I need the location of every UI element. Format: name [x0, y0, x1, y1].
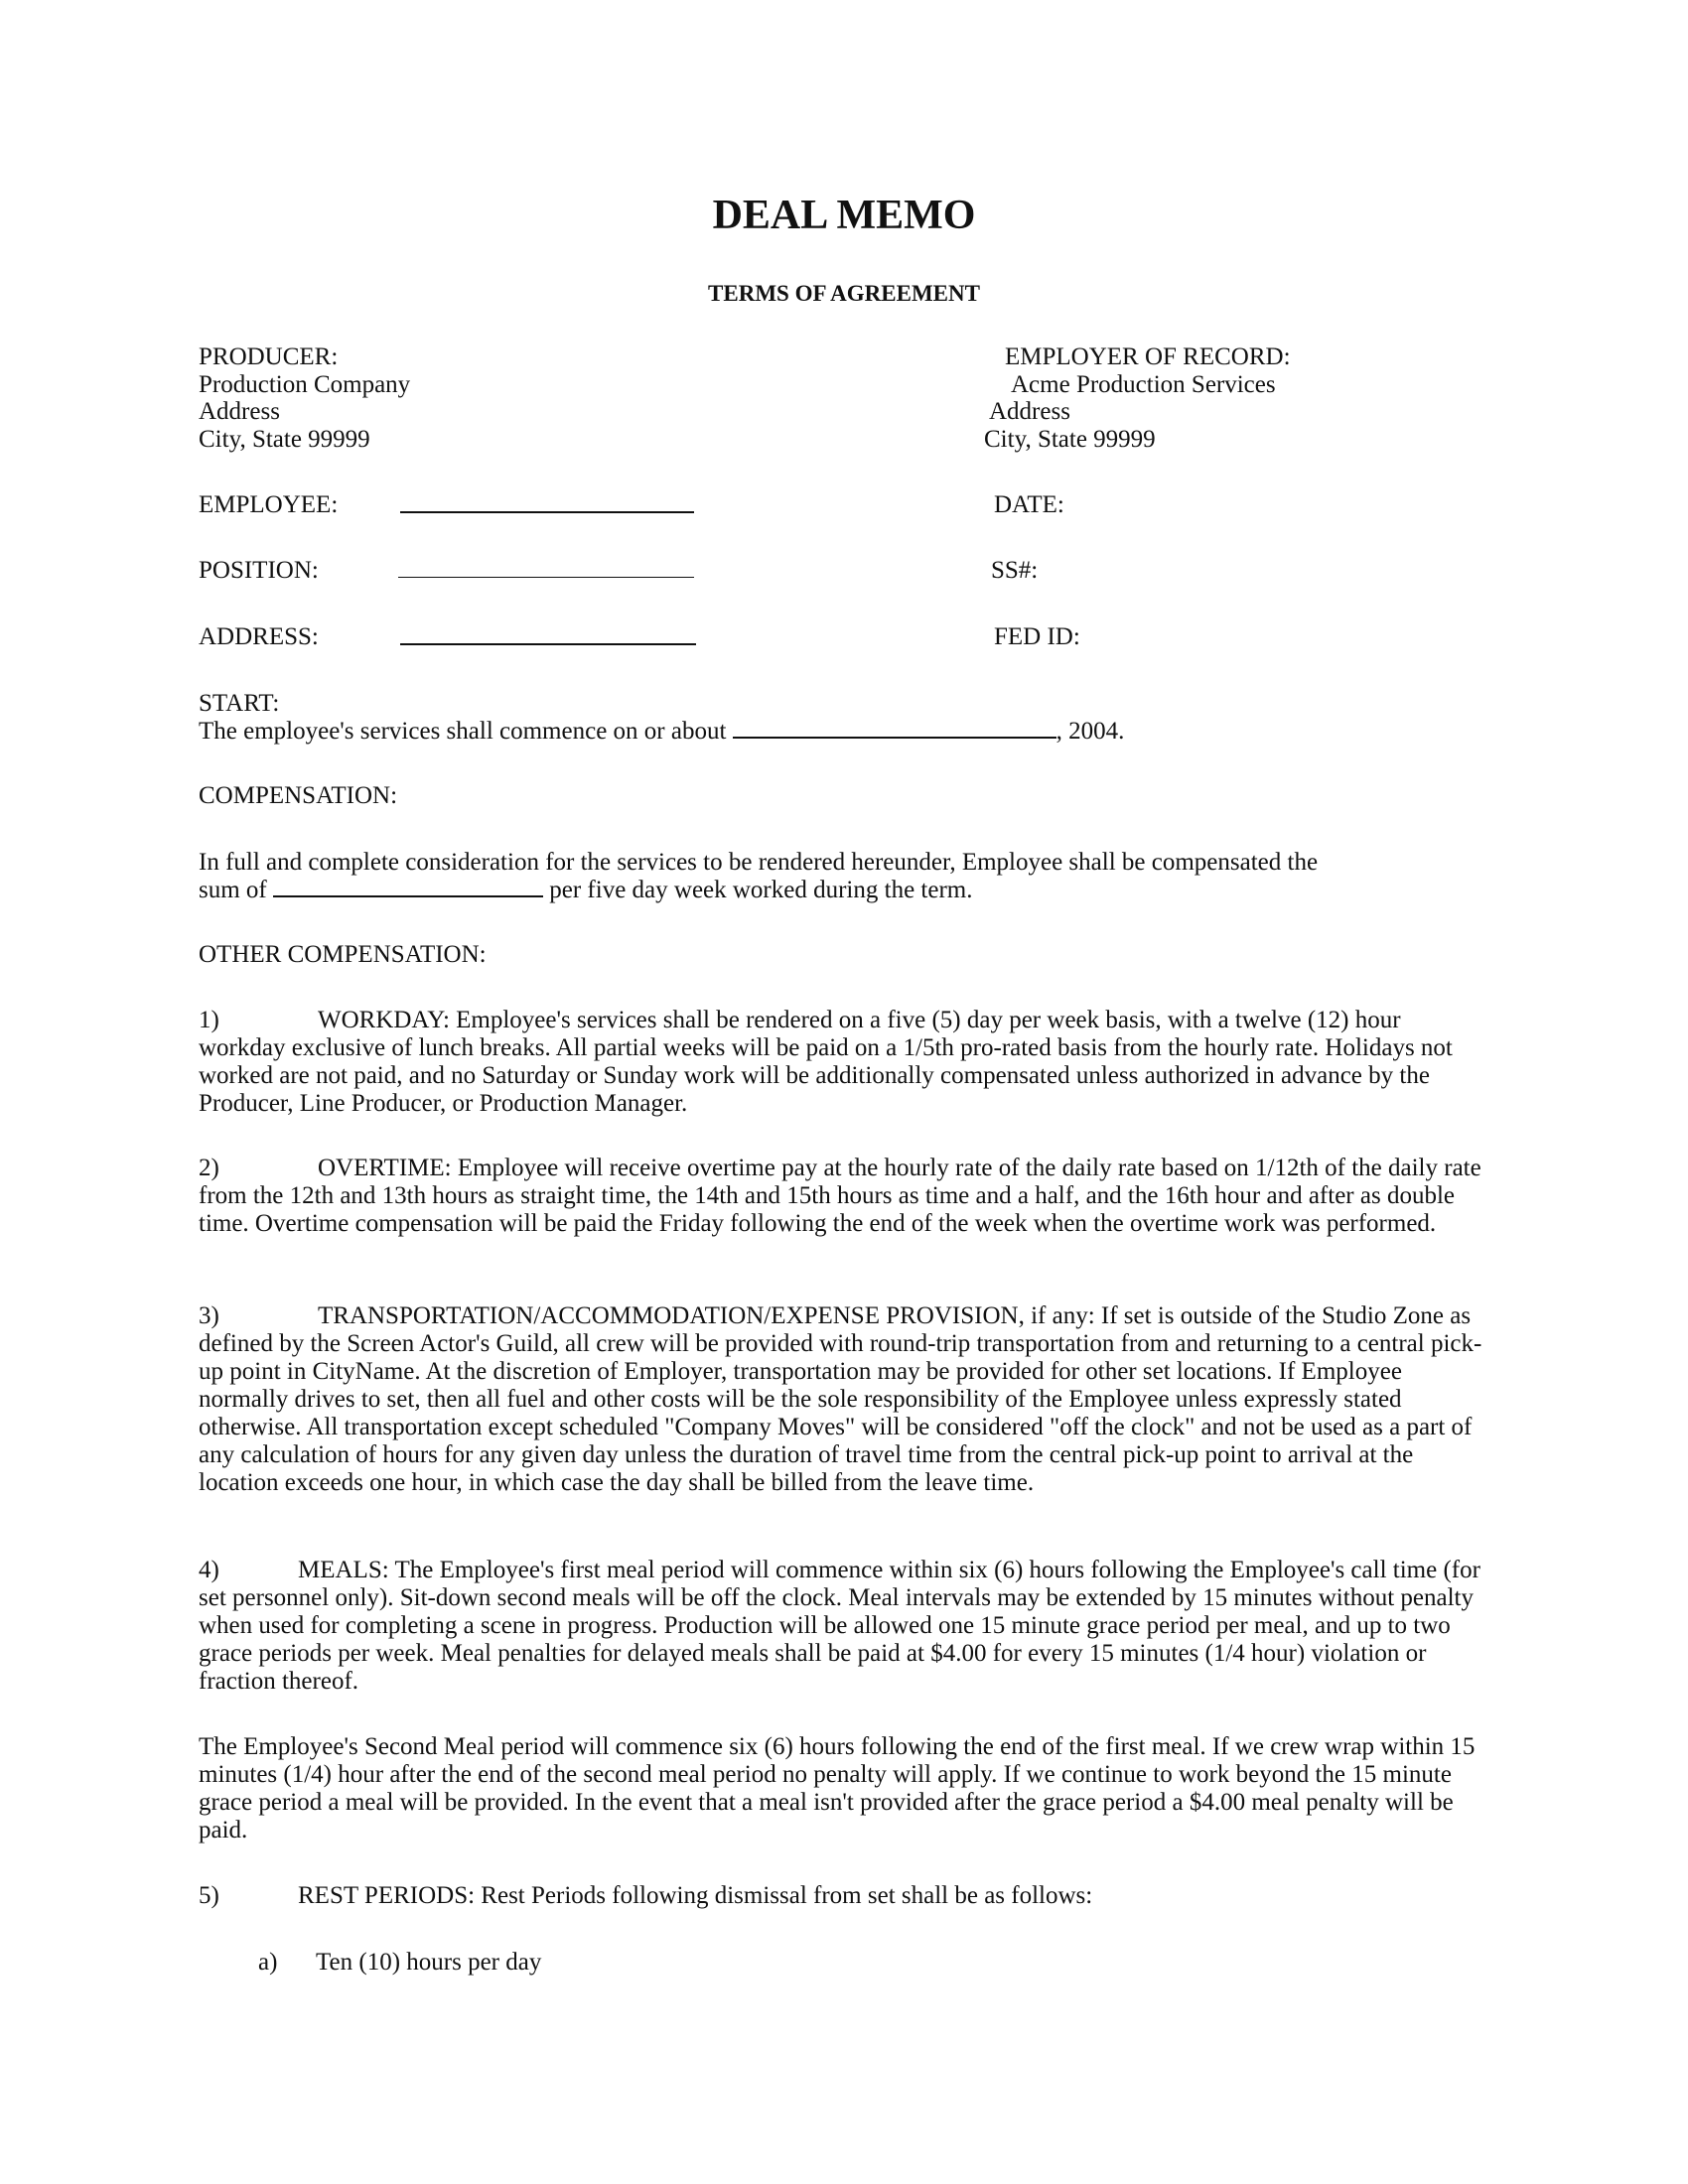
producer-address: Address	[199, 398, 280, 425]
employer-city: City, State 99999	[984, 426, 1156, 453]
date-label: DATE:	[994, 491, 1064, 518]
start-date-blank[interactable]	[733, 717, 1056, 739]
clause-3-text: TRANSPORTATION/ACCOMMODATION/EXPENSE PROVISION, if any: If set is outside of the Studio Zone as defined by the Screen Actor's Guild, all crew will be provided with round-trip transportation from and returning to a central pick-up point in CityName. At the discretion of Employer, transportation may be provided for other set locations. If Employee normally drives to set, then all fuel and other costs will be the sole responsibility of the Employee unless expressly stated otherwise. All transportation except scheduled "Company Moves" will be considered "off the clock" and not be used as a part of any calculation of hours for any given day unless the duration of travel time from the central pick-up point to arrival at the location exceeds one hour, in which case the day shall be billed from the leave time.	[199, 1302, 1482, 1496]
employee-address-label: ADDRESS:	[199, 623, 319, 650]
employee-blank-line	[400, 491, 694, 513]
rest-item-a-label: a)	[258, 1949, 278, 1976]
clause-5-text: REST PERIODS: Rest Periods following dismissal from set shall be as follows:	[298, 1882, 1093, 1909]
other-compensation-label: OTHER COMPENSATION:	[199, 941, 487, 968]
employee-field[interactable]	[400, 491, 694, 520]
start-text-after: , 2004.	[1055, 718, 1125, 745]
clause-2-number: 2)	[199, 1155, 219, 1181]
position-blank-line	[398, 557, 694, 578]
clause-rest-periods	[199, 1882, 1092, 1910]
clause-3-number: 3)	[199, 1302, 219, 1329]
clause-1-number: 1)	[199, 1007, 219, 1033]
document-subtitle: TERMS OF AGREEMENT	[708, 281, 980, 306]
employer-company: Acme Production Services	[1011, 371, 1276, 398]
producer-label: PRODUCER:	[199, 343, 339, 370]
clause-2-text: OVERTIME: Employee will receive overtime pay at the hourly rate of the daily rate based on 1/12th of the daily rate from the 12th and 13th hours as straight time, the 14th and 15th hours as time and a half, and the 16th hour and after as double time. Overtime compensation will be paid the Friday following the end of the week when the overtime work was performed.	[199, 1155, 1481, 1237]
address-blank-line	[400, 623, 696, 645]
start-sentence	[199, 717, 1124, 746]
compensation-line-2	[199, 876, 972, 904]
clause-4-text: MEALS: The Employee's first meal period will commence within six (6) hours following the Employee's call time (for set personnel only). Sit-down second meals will be off the clock. Meal intervals may be extended by 15 minutes without penalty when used for completing a scene in progress. Production will be allowed one 15 minute grace period per meal, and up to two grace periods per week. Meal penalties for delayed meals shall be paid at $4.00 for every 15 minutes (1/4 hour) violation or fraction thereof.	[199, 1557, 1480, 1695]
rest-item-a-text: Ten (10) hours per day	[316, 1949, 542, 1976]
producer-company: Production Company	[199, 371, 411, 398]
start-text-before: The employee's services shall commence on or about	[199, 718, 727, 745]
fedid-label: FED ID:	[994, 623, 1080, 650]
position-field[interactable]	[398, 557, 694, 585]
clause-workday	[199, 1007, 1491, 1118]
clause-second-meal: The Employee's Second Meal period will commence six (6) hours following the end of the first meal. If we crew wrap within 15 minutes (1/4) hour after the end of the second meal period no penalty will apply. If we continue to work beyond the 15 minute grace period a meal will be provided. In the event that a meal isn't provided after the grace period a $4.00 meal penalty will be paid.	[199, 1733, 1476, 1843]
compensation-sum-blank[interactable]	[273, 876, 543, 897]
clause-transportation	[199, 1302, 1491, 1497]
clause-4-number: 4)	[199, 1557, 219, 1583]
compensation-term-text: per five day week worked during the term.	[549, 877, 973, 903]
compensation-line-1: In full and complete consideration for the services to be rendered hereunder, Employee shall be compensated the	[199, 849, 1319, 876]
clause-overtime	[199, 1155, 1491, 1238]
compensation-label: COMPENSATION:	[199, 782, 398, 809]
clause-1-text: WORKDAY: Employee's services shall be rendered on a five (5) day per week basis, with a twelve (12) hour workday exclusive of lunch breaks. All partial weeks will be paid on a 1/5th pro-rated basis from the hourly rate. Holidays not worked are not paid, and no Saturday or Sunday work will be additionally compensated unless authorized in advance by the Producer, Line Producer, or Production Manager.	[199, 1007, 1453, 1117]
ss-label: SS#:	[991, 557, 1039, 584]
start-label: START:	[199, 690, 280, 717]
document-title: DEAL MEMO	[712, 193, 976, 238]
compensation-sum-text: sum of	[199, 877, 267, 903]
clause-meals	[199, 1557, 1491, 1696]
producer-city: City, State 99999	[199, 426, 370, 453]
clause-5-number: 5)	[199, 1882, 219, 1909]
employee-label: EMPLOYEE:	[199, 491, 339, 518]
employer-address: Address	[989, 398, 1070, 425]
position-label: POSITION:	[199, 557, 319, 584]
employee-address-field[interactable]	[400, 623, 696, 652]
employer-label: EMPLOYER OF RECORD:	[1005, 343, 1291, 370]
